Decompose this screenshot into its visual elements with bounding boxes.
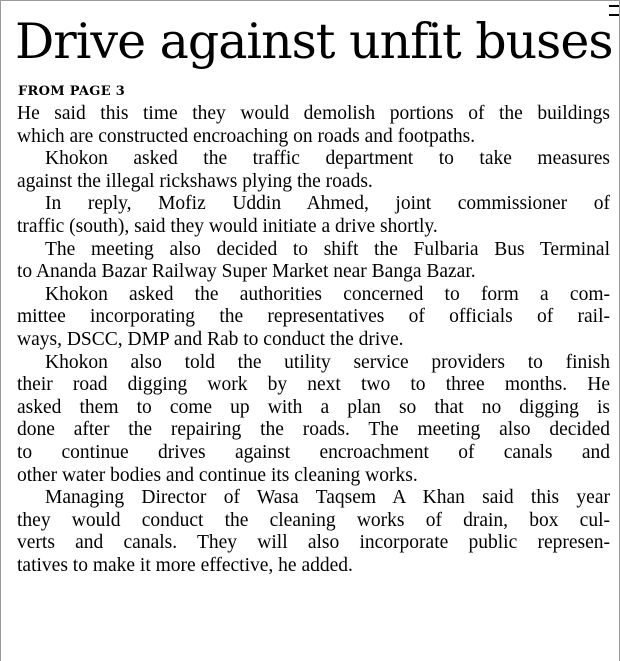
corner-rule-top [609,5,619,7]
body-line: The meeting also decided to shift the Fulbaria Bus Terminal [45,238,610,260]
body-line: asked them to come up with a plan so that no digging is [17,396,610,418]
headline: Drive against unfit buses [15,13,613,70]
body-line: against the illegal rickshaws plying the roads. [17,170,373,192]
body-line: traffic (south), said they would initiate a drive shortly. [17,215,438,237]
dateline: FROM PAGE 3 [18,84,126,99]
body-line: tatives to make it more effective, he added. [17,554,353,576]
body-line: done after the repairing the roads. The meeting also decided [17,419,610,441]
article-body [17,103,610,577]
body-line: their road digging work by next two to three months. He [17,374,610,396]
body-line: ways, DSCC, DMP and Rab to conduct the drive. [17,328,404,350]
body-line: they would conduct the cleaning works of drain, box cul- [17,509,610,531]
body-line: verts and canals. They will also incorporate public represen- [17,532,610,554]
body-line: Khokon asked the traffic department to take measures [45,148,610,170]
body-line: other water bodies and continue its cleaning works. [17,464,418,486]
body-line: In reply, Mofiz Uddin Ahmed, joint commissioner of [45,193,610,215]
body-line: to continue drives against encroachment of canals and [17,441,610,463]
body-line: Khokon asked the authorities concerned to form a com- [45,283,610,305]
body-line: which are constructed encroaching on roads and footpaths. [17,125,476,147]
body-line: mittee incorporating the representatives of officials of rail- [17,306,610,328]
body-line: Khokon also told the utility service providers to finish [45,351,610,373]
body-line: Managing Director of Wasa Taqsem A Khan said this year [45,487,610,509]
body-line: He said this time they would demolish portions of the buildings [17,103,610,124]
body-line: to Ananda Bazar Railway Super Market near Banga Bazar. [17,261,476,283]
